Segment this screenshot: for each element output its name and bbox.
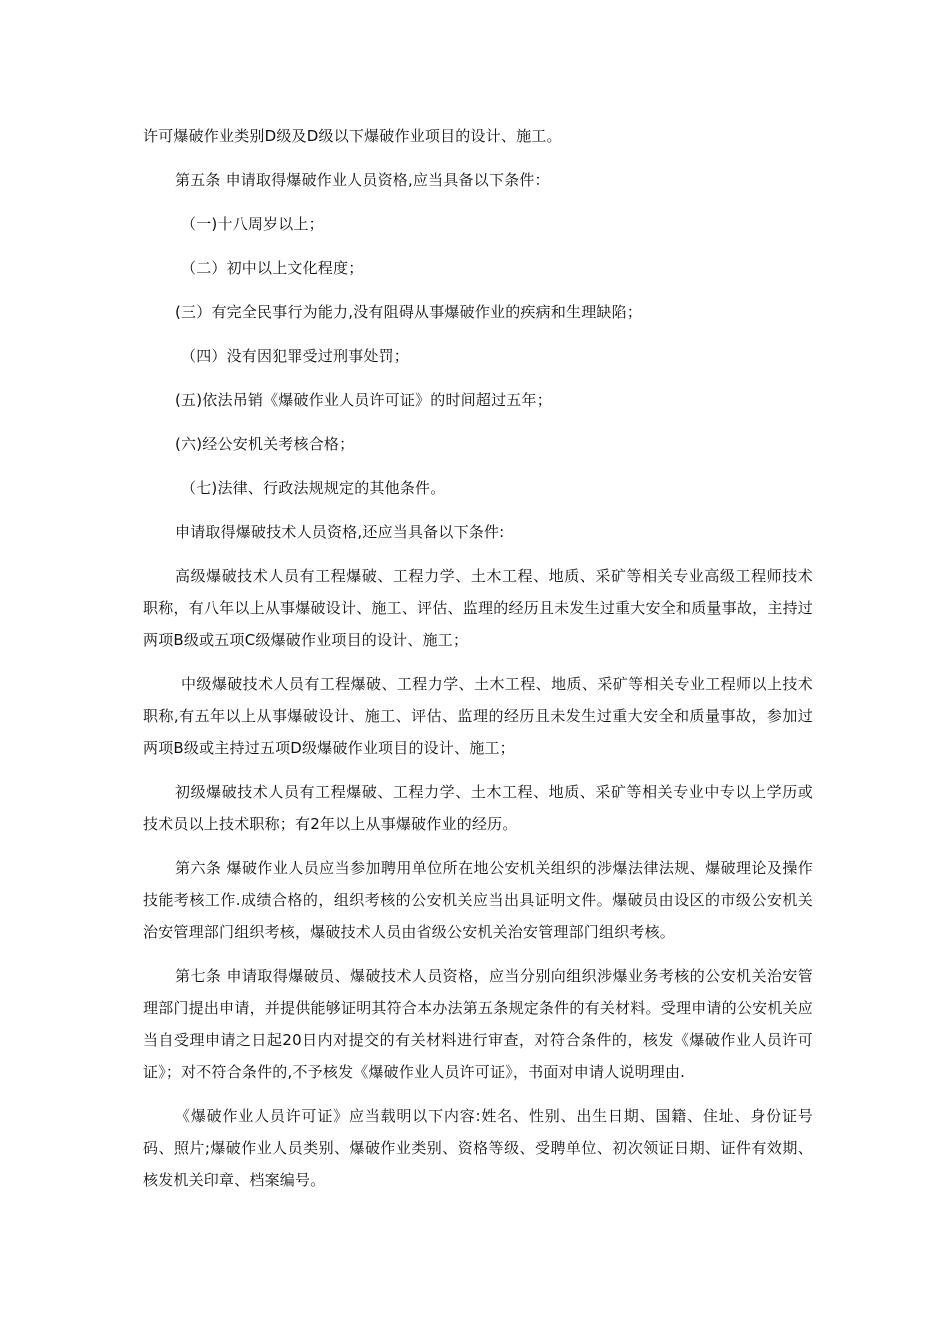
condition-item-6: (六)经公安机关考核合格；: [175, 435, 355, 453]
condition-item-7: （七)法律、行政法规规定的其他条件。: [181, 479, 446, 497]
paragraph-article-6: 第六条 爆破作业人员应当参加聘用单位所在地公安机关组织的涉爆法律法规、爆破理论及操作技能考核工作.成绩合格的，组织考核的公安机关应当出具证明文件。爆破员由设区的市级公安机关治安管理部门组织考核，爆破技术人员由省级公安机关治安管理部门组织考核。: [143, 859, 813, 941]
paragraph-article-7: 第七条 申请取得爆破员、爆破技术人员资格，应当分别向组织涉爆业务考核的公安机关治安管理部门提出申请，并提供能够证明其符合本办法第五条规定条件的有关材料。受理申请的公安机关应当自受理申请之日起20日内对提交的有关材料进行审查，对符合条件的，核发《爆破作业人员许可证》；对不符合条件的,不予核发《爆破作业人员许可证》，书面对申请人说明理由.: [143, 967, 813, 1081]
paragraph-continuation: 许可爆破作业类别D级及D级以下爆破作业项目的设计、施工。: [143, 127, 562, 145]
paragraph-senior-tech: 高级爆破技术人员有工程爆破、工程力学、土木工程、地质、采矿等相关专业高级工程师技术职称，有八年以上从事爆破设计、施工、评估、监理的经历且未发生过重大安全和质量事故，主持过两项B级或五项C级爆破作业项目的设计、施工；: [143, 567, 813, 649]
condition-item-2: （二）初中以上文化程度；: [181, 259, 364, 277]
paragraph-intermediate-tech: 中级爆破技术人员有工程爆破、工程力学、土木工程、地质、采矿等相关专业工程师以上技术职称,有五年以上从事爆破设计、施工、评估、监理的经历且未发生过重大安全和质量事故，参加过两项B级或主持过五项D级爆破作业项目的设计、施工；: [143, 675, 813, 757]
condition-item-1: （一)十八周岁以上；: [181, 215, 324, 233]
paragraph-tech-intro: 申请取得爆破技术人员资格,还应当具备以下条件:: [175, 523, 505, 541]
condition-item-5: (五)依法吊销《爆破作业人员许可证》的时间超过五年；: [175, 391, 552, 409]
condition-item-4: （四）没有因犯罪受过刑事处罚；: [181, 347, 410, 365]
paragraph-article-5: 第五条 申请取得爆破作业人员资格,应当具备以下条件：: [175, 171, 550, 189]
paragraph-license-contents: 《爆破作业人员许可证》应当载明以下内容:姓名、性别、出生日期、国籍、住址、身份证号码、照片;爆破作业人员类别、爆破作业类别、资格等级、受聘单位、初次领证日期、证件有效期、核发机关印章、档案编号。: [143, 1107, 813, 1189]
document-body: [143, 120, 813, 1208]
paragraph-junior-tech: 初级爆破技术人员有工程爆破、工程力学、土木工程、地质、采矿等相关专业中专以上学历或技术员以上技术职称；有2年以上从事爆破作业的经历。: [143, 783, 813, 833]
condition-item-3: (三）有完全民事行为能力,没有阻碍从事爆破作业的疾病和生理缺陷；: [175, 303, 643, 321]
